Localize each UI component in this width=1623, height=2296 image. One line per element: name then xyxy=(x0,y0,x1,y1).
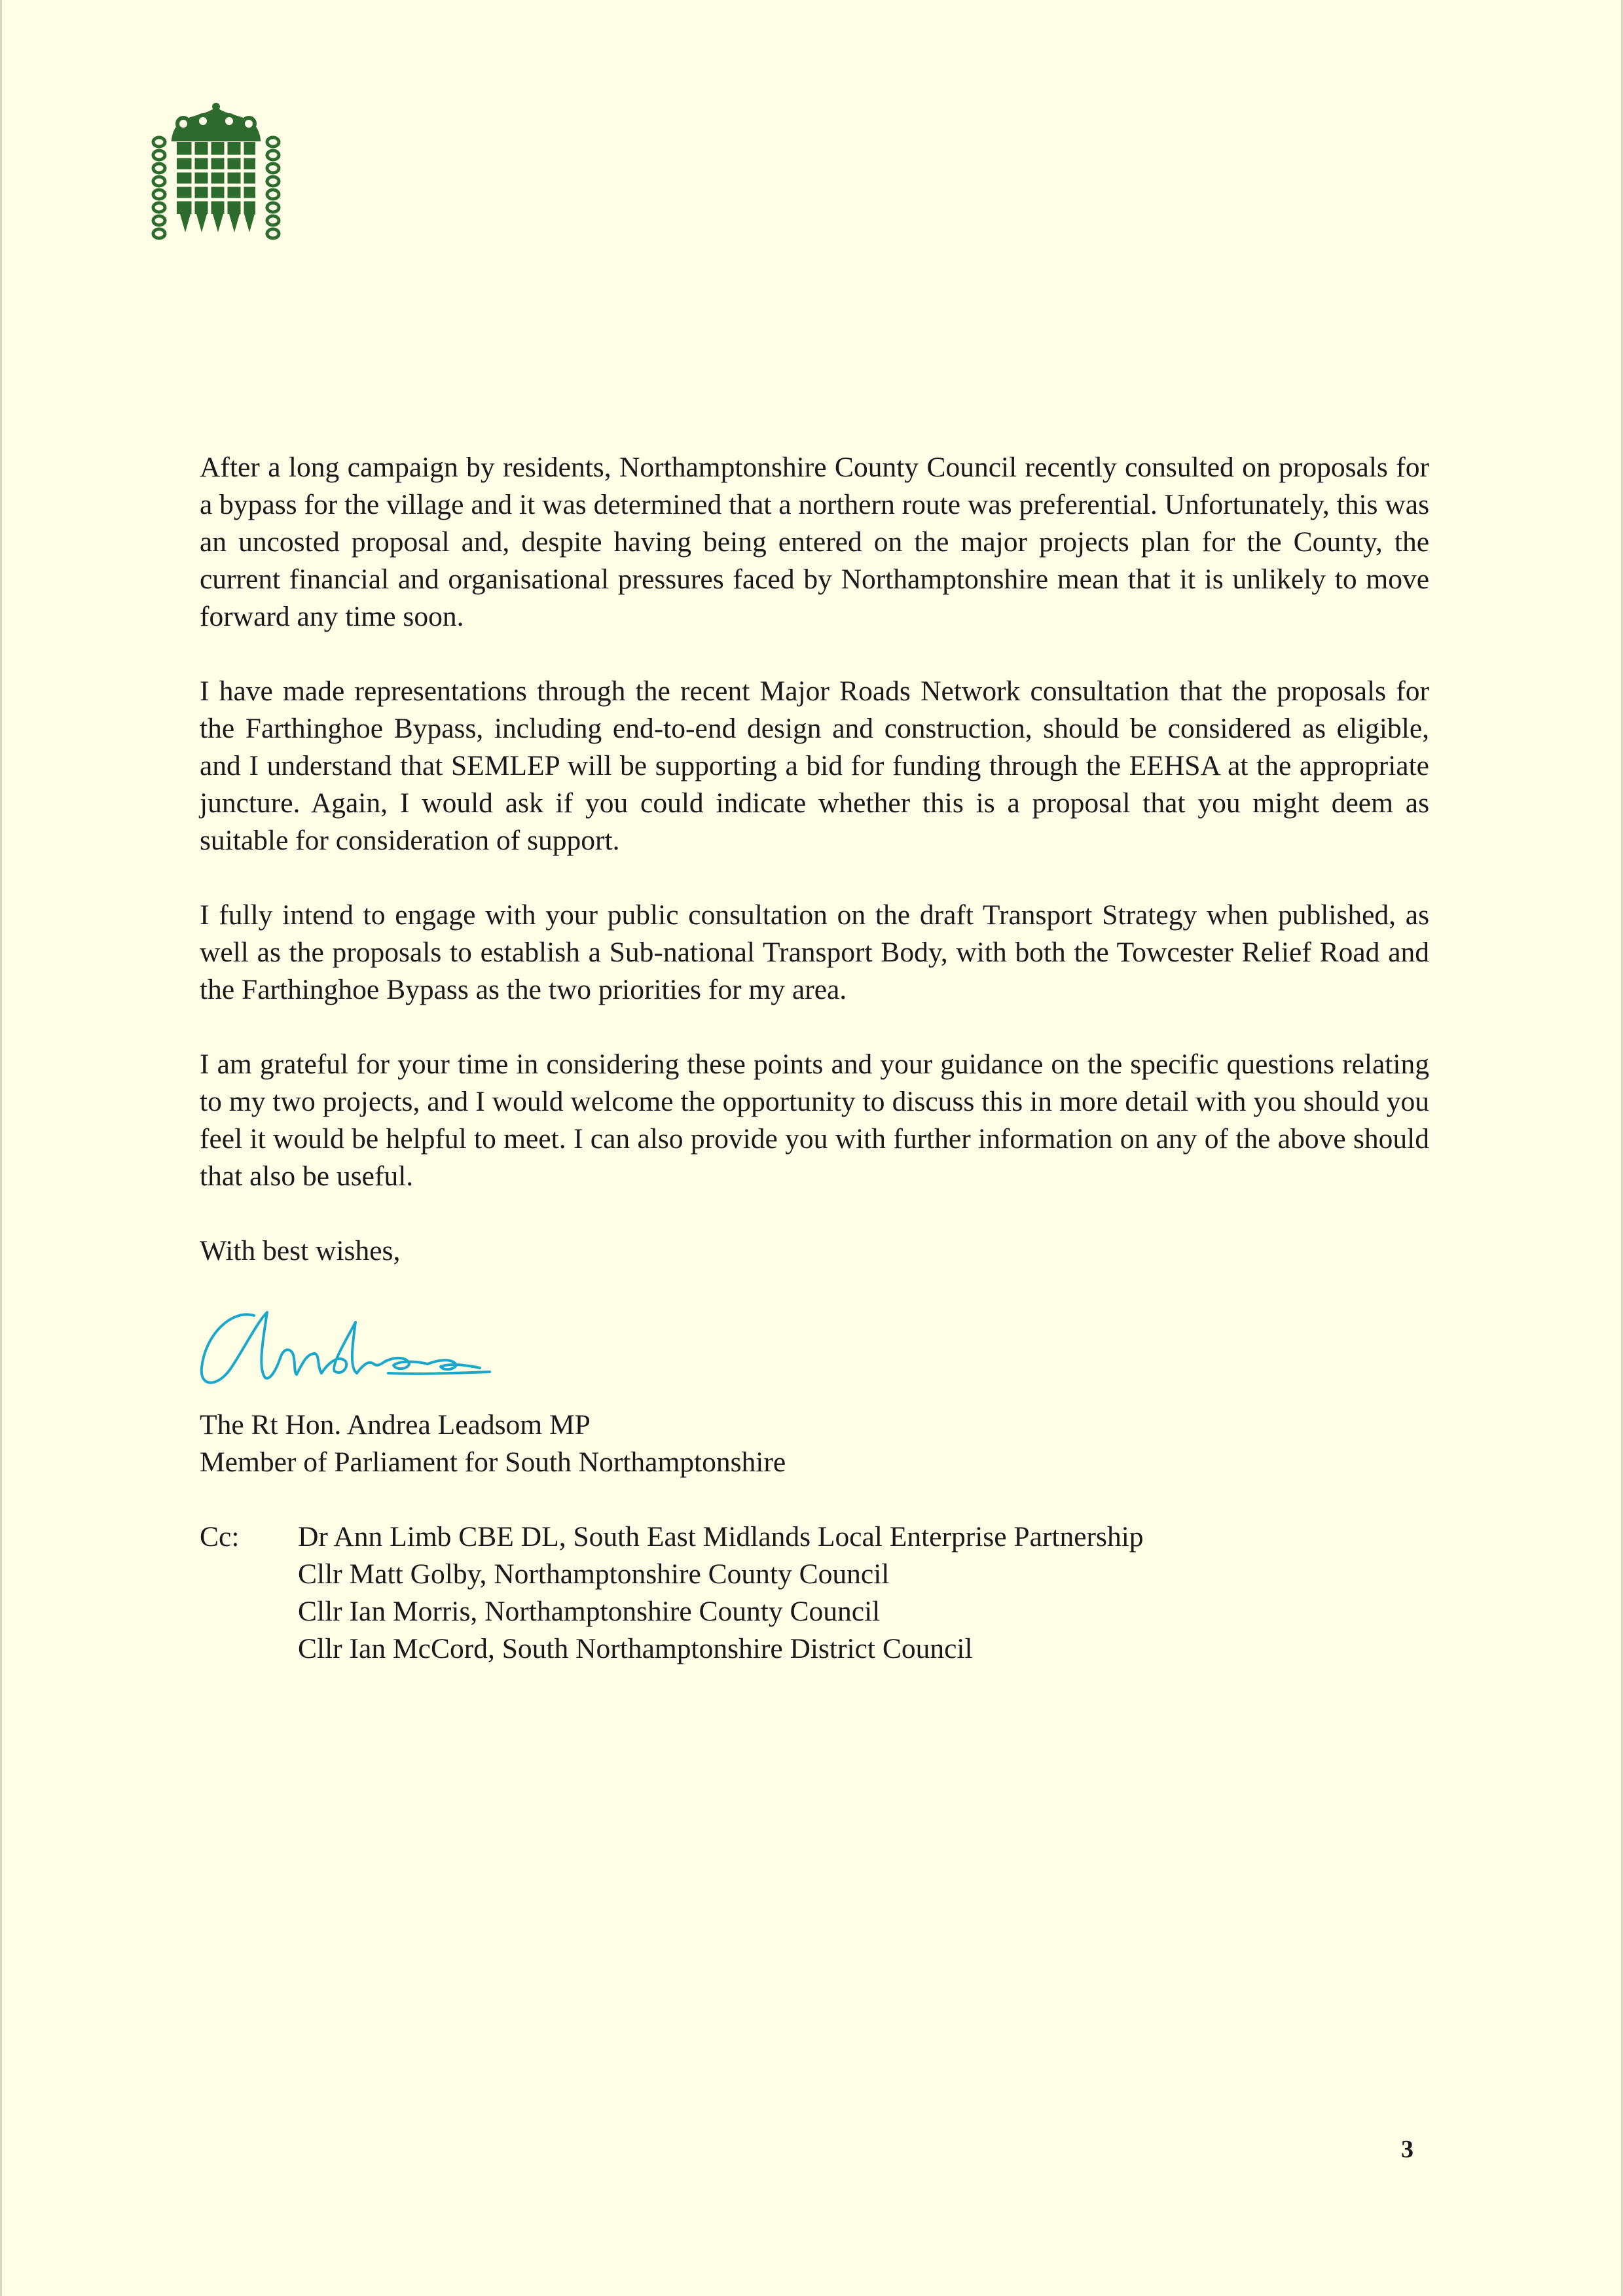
letter-body xyxy=(200,449,1429,1668)
body-paragraph: I fully intend to engage with your public consultation on the draft Transport Strategy when published, as well as the proposals to establish a Sub-national Transport Body, with both the Towcester Relief Road and the Farthinghoe Bypass as the two priorities for my area. xyxy=(200,899,1429,1005)
cc-block xyxy=(200,1518,1429,1668)
body-paragraph: I have made representations through the recent Major Roads Network consultation that the proposals for the Farthinghoe Bypass, including end-to-end design and construction, should be considered as eligible, and I understand that SEMLEP will be supporting a bid for funding through the EEHSA at the appropriate juncture. Again, I would ask if you could indicate whether this is a proposal that you might deem as suitable for consideration of support. xyxy=(200,675,1429,856)
page-number: 3 xyxy=(1401,2136,1413,2163)
portcullis-crest-icon xyxy=(147,101,285,242)
cc-recipient: Cllr Matt Golby, Northamptonshire County Council xyxy=(298,1558,890,1590)
cc-list xyxy=(298,1518,1144,1668)
sender-name: The Rt Hon. Andrea Leadsom MP xyxy=(200,1409,591,1441)
sender-block xyxy=(200,1407,1429,1481)
sign-off: With best wishes, xyxy=(200,1235,401,1266)
handwritten-signature xyxy=(192,1296,539,1397)
sender-role: Member of Parliament for South Northamptonshire xyxy=(200,1446,786,1478)
cc-recipient: Dr Ann Limb CBE DL, South East Midlands Local Enterprise Partnership xyxy=(298,1521,1144,1552)
cc-recipient: Cllr Ian Morris, Northamptonshire County Council xyxy=(298,1596,881,1627)
body-paragraph: I am grateful for your time in considering these points and your guidance on the specific questions relating to my two projects, and I would welcome the opportunity to discuss this in more detail with you should you feel it would be helpful to meet. I can also provide you with further information on any of the above should that also be useful. xyxy=(200,1049,1429,1192)
cc-recipient: Cllr Ian McCord, South Northamptonshire District Council xyxy=(298,1633,973,1664)
body-paragraph: After a long campaign by residents, Northamptonshire County Council recently consulted on proposals for a bypass for the village and it was determined that a northern route was preferential. Unfortunately, this was an uncosted proposal and, despite having being entered on the major projects plan for the County, the current financial and organisational pressures faced by Northamptonshire mean that it is unlikely to move forward any time soon. xyxy=(200,452,1429,632)
cc-label: Cc: xyxy=(200,1521,240,1552)
